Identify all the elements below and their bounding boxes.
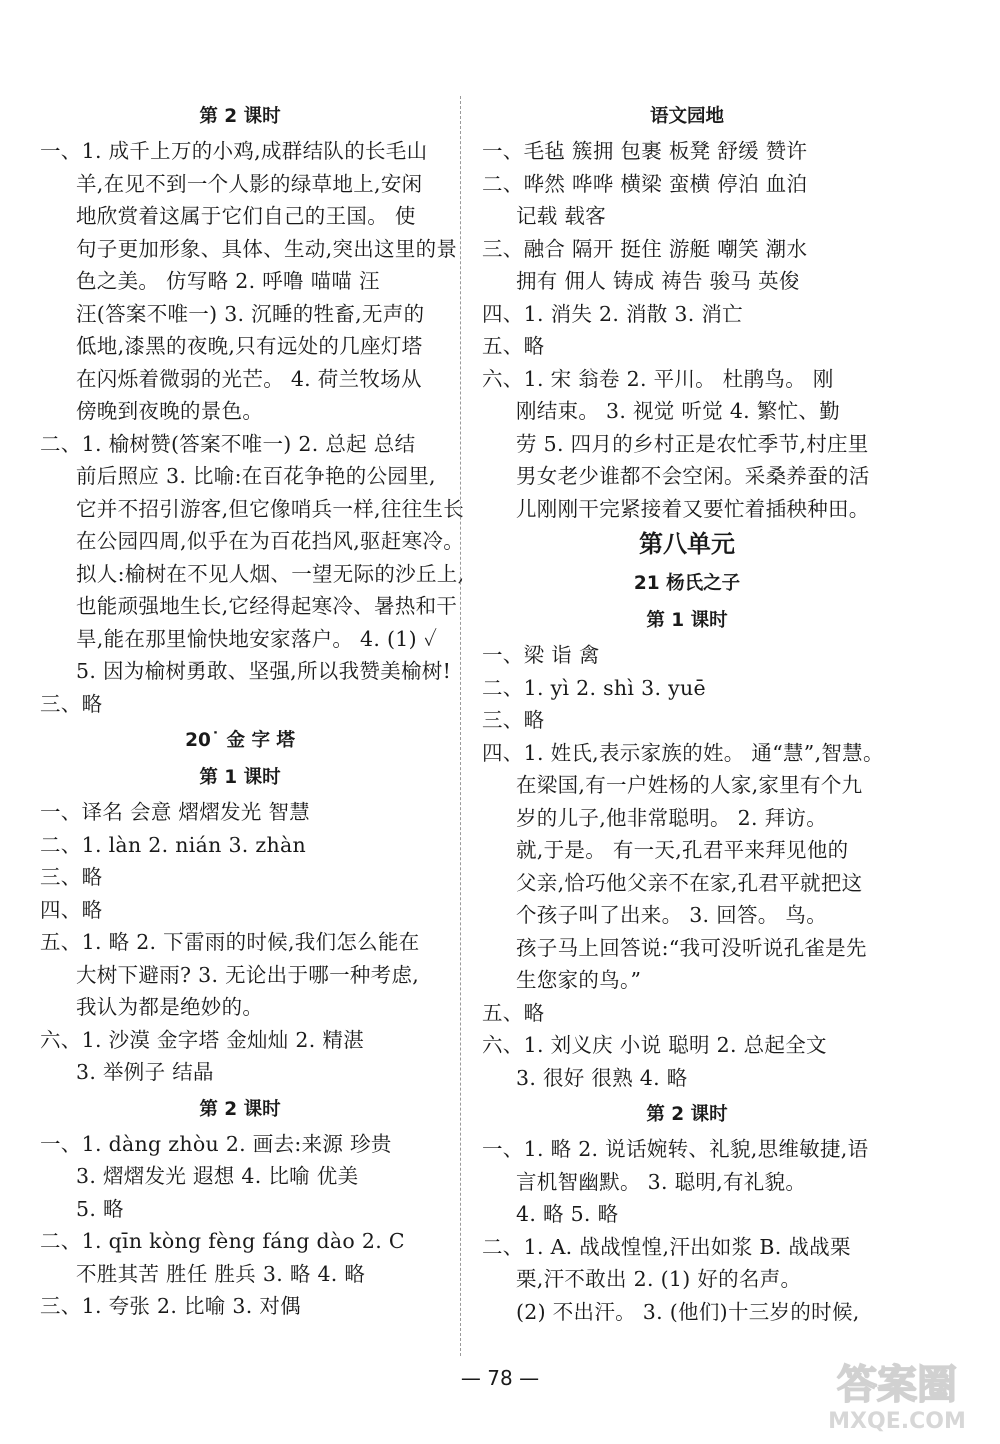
answer-line: 一、梁 诣 禽 [482,643,600,667]
lesson-heading: 第 2 课时 [199,1098,281,1120]
answer-line: 前后照应 3. 比喻:在百花争艳的公园里, [76,464,436,488]
answer-line: 地欣赏着这属于它们自己的王国。 使 [76,204,416,228]
answer-line: 句子更加形象、具体、生动,突出这里的景 [76,236,458,261]
answer-line: 傍晚到夜晚的景色。 [76,399,264,423]
column-divider [460,96,461,1356]
answer-line: 拟人:榆树在不见人烟、一望无际的沙丘上, [76,561,465,586]
answer-line: 也能顽强地生长,它经得起寒冷、暑热和干 [76,594,458,618]
section-heading: 语文园地 [649,106,724,127]
answer-line: 一、1. dàng zhòu 2. 画去:来源 珍贵 [40,1131,392,1156]
left-column [40,96,465,1323]
answer-line: 一、1. 略 2. 说话婉转、礼貌,思维敏捷,语 [482,1137,869,1161]
answer-line: 3. 熠熠发光 遐想 4. 比喻 优美 [76,1164,359,1188]
answer-line: 言机智幽默。 3. 聪明,有礼貌。 [516,1169,807,1194]
answer-line: 六、1. 宋 翁卷 2. 平川。 杜鹃鸟。 刚 [482,366,834,391]
answer-line: 五、略 [482,1000,545,1025]
lesson-heading: 第 2 课时 [199,106,281,127]
answer-line: 三、略 [40,691,103,716]
answer-line: 三、融合 隔开 挺住 游艇 嘲笑 潮水 [482,236,808,261]
answer-line: 它并不招引游客,但它像哨兵一样,往往生长 [76,496,465,521]
answer-line: 三、1. 夸张 2. 比喻 3. 对偶 [40,1294,301,1318]
answer-line: 在闪烁着微弱的光芒。 4. 荷兰牧场从 [76,366,422,391]
watermark-url: MXQE.COM [828,1409,966,1434]
answer-line: 生您家的鸟。” [516,968,642,992]
answer-line: 儿刚刚干完紧接着又要忙着插秧种田。 [516,496,870,521]
answer-line: 拥有 佣人 铸成 祷告 骏马 英俊 [516,269,800,293]
page-number: — 78 — [460,1366,540,1390]
answer-line: 二、1. 榆树赞(答案不唯一) 2. 总起 总结 [40,431,416,456]
answer-line: 不胜其苦 胜任 胜兵 3. 略 4. 略 [76,1261,366,1286]
answer-line: 记载 载客 [516,204,607,228]
answer-line: 5. 略 [76,1196,124,1221]
answer-line: 个孩子叫了出来。 3. 回答。 鸟。 [516,903,828,927]
right-column [482,96,892,1328]
answer-line: 二、哗然 哗哗 横梁 蛮横 停泊 血泊 [482,171,808,196]
watermark-text: 答案圈 [837,1362,957,1408]
answer-line: 六、1. 刘义庆 小说 聪明 2. 总起全文 [482,1033,827,1057]
answer-line: 二、1. qīn kòng fèng fáng dào 2. C [40,1229,405,1253]
answer-line: 二、1. A. 战战惶惶,汗出如浆 B. 战战栗 [482,1234,851,1259]
answer-line: 汪(答案不唯一) 3. 沉睡的牲畜,无声的 [76,301,425,326]
answer-line: 孩子马上回答说:“我可没听说孔雀是先 [516,935,867,960]
answer-line: 5. 因为榆树勇敢、坚强,所以我赞美榆树! [76,659,452,683]
answer-line: (2) 不出汗。 3. (他们)十三岁的时候, [516,1299,860,1324]
answer-line: 3. 举例子 结晶 [76,1060,214,1084]
answer-line: 3. 很好 很熟 4. 略 [516,1065,688,1090]
answer-line: 一、毛毡 簇拥 包裹 板凳 舒缓 赞许 [482,139,808,163]
lesson-title: 21 杨氏之子 [633,573,741,594]
answer-line: 就,于是。 有一天,孔君平来拜见他的 [516,838,849,862]
answer-line: 男女老少谁都不会空闲。采桑养蚕的活 [516,464,870,488]
answer-line: 四、略 [40,897,103,922]
answer-line: 二、1. làn 2. nián 3. zhàn [40,832,307,857]
answer-line: 刚结束。 3. 视觉 听觉 4. 繁忙、勤 [516,399,840,423]
answer-line: 4. 略 5. 略 [516,1202,619,1226]
answer-line: 一、译名 会意 熠熠发光 智慧 [40,800,311,824]
answer-line: 我认为都是绝妙的。 [76,995,264,1019]
answer-line: 四、1. 姓氏,表示家族的姓。 通“慧”,智慧。 [482,740,884,765]
answer-line: 岁的儿子,他非常聪明。 2. 拜访。 [516,805,828,830]
answer-line: 父亲,恰巧他父亲不在家,孔君平就把这 [516,870,863,895]
answer-line: 旱,能在那里愉快地安家落户。 4. (1) ✓ [76,626,438,651]
answer-line: 三、略 [40,865,103,889]
answer-line: 二、1. yì 2. shì 3. yuē [482,675,706,700]
answer-line: 三、略 [482,708,545,732]
answer-line: 大树下避雨? 3. 无论出于哪一种考虑, [76,962,420,987]
answer-line: 劳 5. 四月的乡村正是农忙季节,村庄里 [516,431,869,456]
answer-line: 在梁国,有一户姓杨的人家,家里有个九 [516,773,863,797]
answer-line: 五、略 [482,334,545,358]
unit-title: 第八单元 [639,529,735,558]
answer-line: 五、1. 略 2. 下雷雨的时候,我们怎么能在 [40,930,420,954]
watermark-logo [812,1352,982,1436]
answer-line: 四、1. 消失 2. 消散 3. 消亡 [482,301,743,326]
answer-line: 六、1. 沙漠 金字塔 金灿灿 2. 精湛 [40,1027,364,1052]
lesson-heading: 第 2 课时 [646,1104,728,1125]
answer-line: 在公园四周,似乎在为百花挡风,驱赶寒冷。 [76,529,465,553]
lesson-heading: 第 1 课时 [199,767,281,788]
answer-line: 栗,汗不敢出 2. (1) 好的名声。 [516,1267,802,1291]
answer-line: 羊,在见不到一个人影的绿草地上,安闲 [76,171,423,196]
answer-line: 低地,漆黑的夜晚,只有远处的几座灯塔 [76,334,423,358]
answer-line: 色之美。 仿写略 2. 呼噜 喵喵 汪 [76,269,380,293]
lesson-heading: 第 1 课时 [646,610,728,631]
answer-line: 一、1. 成千上万的小鸡,成群结队的长毛山 [40,139,428,163]
lesson-title: 20˙ 金 字 塔 [185,730,295,751]
